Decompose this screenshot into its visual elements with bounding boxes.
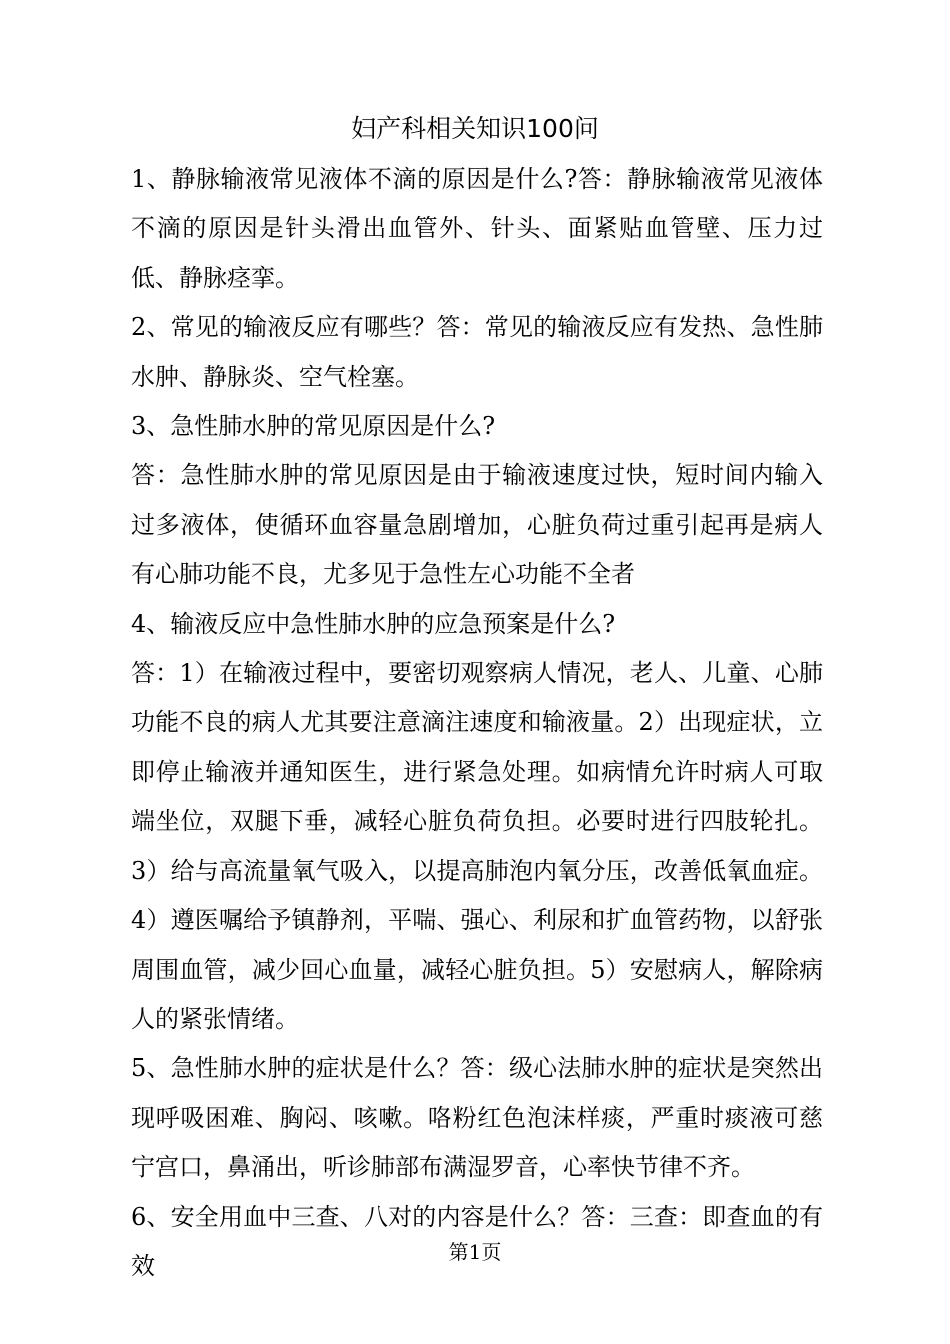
- paragraph-8: 6、安全用血中三查、八对的内容是什么？答：三查：即查血的有效: [131, 1202, 823, 1280]
- paragraph-1: 1、静脉输液常见液体不滴的原因是什么?答：静脉输液常见液体不滴的原因是针头滑出血管外、针头、面紧贴血管壁、压力过低、静脉痉挛。: [131, 165, 823, 292]
- document-title: 妇产科相关知识100问: [351, 114, 599, 143]
- paragraph-2: 2、常见的输液反应有哪些？答：常见的输液反应有发热、急性肺水肿、静脉炎、空气栓塞。: [131, 313, 823, 391]
- paragraph-5: 4、输液反应中急性肺水肿的应急预案是什么?: [131, 609, 616, 638]
- paragraph-4: 答：急性肺水肿的常见原因是由于输液速度过快，短时间内输入过多液体，使循环血容量急剧增加，心脏负荷过重引起再是病人有心肺功能不良，尤多见于急性左心功能不全者: [131, 461, 823, 589]
- page-number: 第1页: [448, 1240, 502, 1264]
- paragraph-6: 答：1）在输液过程中，要密切观察病人情况，老人、儿童、心肺功能不良的病人尤其要注意滴注速度和输液量。2）出现症状，立即停止输液并通知医生，进行紧急处理。如病情允许时病人可取端坐位，双腿下垂，减轻心脏负荷负担。必要时进行四肢轮扎。3）给与高流量氧气吸入，以提高肺泡内氧分压，改善低氧血症。4）遵医嘱给予镇静剂，平喘、强心、利尿和扩血管药物，以舒张周围血管，减少回心血量，减轻心脏负担。5）安慰病人，解除病人的紧张情绪。: [131, 659, 823, 1033]
- paragraph-7: 5、急性肺水肿的症状是什么？答：级心法肺水肿的症状是突然出现呼吸困难、胸闷、咳嗽。咯粉红色泡沫样痰，严重时痰液可慈宁宫口，鼻涌出，听诊肺部布满湿罗音，心率快节律不齐。: [131, 1054, 823, 1182]
- document-body: [131, 155, 823, 1291]
- paragraph-3: 3、急性肺水肿的常见原因是什么?: [131, 412, 496, 441]
